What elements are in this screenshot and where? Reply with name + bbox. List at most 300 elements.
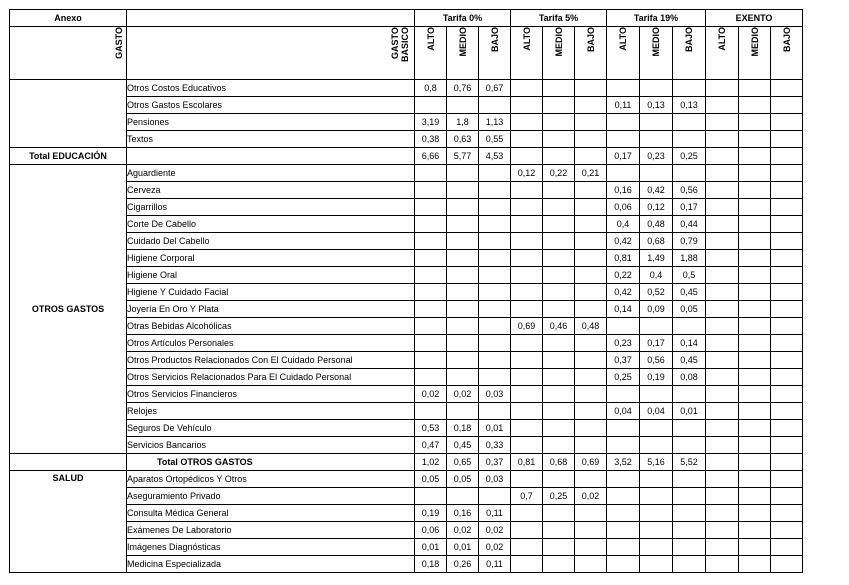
value-cell: [575, 148, 607, 165]
value-cell: [447, 97, 479, 114]
value-cell: [771, 233, 803, 250]
value-cell: 0,76: [447, 80, 479, 97]
table-row: [10, 80, 803, 97]
value-cell: [739, 165, 771, 182]
value-cell: [415, 403, 447, 420]
value-cell: [511, 403, 543, 420]
value-cell: [447, 216, 479, 233]
value-cell: [543, 284, 575, 301]
value-cell: 0,02: [479, 539, 511, 556]
level-header-label: ALTO: [425, 27, 436, 51]
value-cell: 0,02: [447, 522, 479, 539]
item-label: Imágenes Diagnósticas: [127, 539, 415, 556]
level-header-label: MEDIO: [749, 27, 760, 57]
value-cell: 0,25: [607, 369, 640, 386]
value-cell: [511, 437, 543, 454]
value-cell: [575, 420, 607, 437]
value-cell: [706, 97, 739, 114]
item-label: Aseguramiento Privado: [127, 488, 415, 505]
value-cell: 0,53: [415, 420, 447, 437]
table-row: [10, 352, 803, 369]
value-cell: [771, 267, 803, 284]
value-cell: [607, 522, 640, 539]
value-cell: [447, 403, 479, 420]
value-cell: [543, 437, 575, 454]
value-cell: [771, 301, 803, 318]
value-cell: 0,16: [607, 182, 640, 199]
value-cell: 0,37: [607, 352, 640, 369]
value-cell: 1,13: [479, 114, 511, 131]
value-cell: [447, 165, 479, 182]
value-cell: 0,69: [575, 454, 607, 471]
item-label: Medicina Especializada: [127, 556, 415, 573]
value-cell: 0,45: [447, 437, 479, 454]
value-cell: [415, 267, 447, 284]
value-cell: [771, 216, 803, 233]
value-cell: [543, 216, 575, 233]
value-cell: 0,17: [607, 148, 640, 165]
value-cell: 0,67: [479, 80, 511, 97]
value-cell: 0,04: [607, 403, 640, 420]
value-cell: 5,77: [447, 148, 479, 165]
value-cell: [511, 471, 543, 488]
item-label: Relojes: [127, 403, 415, 420]
value-cell: [575, 386, 607, 403]
value-cell: [575, 267, 607, 284]
level-header-tarifa-0-bajo: [479, 27, 511, 80]
value-cell: 0,42: [607, 233, 640, 250]
table-row: [10, 335, 803, 352]
value-cell: 0,12: [640, 199, 673, 216]
value-cell: 0,02: [415, 386, 447, 403]
value-cell: [543, 80, 575, 97]
value-cell: 0,05: [415, 471, 447, 488]
value-cell: [447, 267, 479, 284]
value-cell: 0,02: [447, 386, 479, 403]
value-cell: [607, 420, 640, 437]
item-label: Otros Costos Educativos: [127, 80, 415, 97]
value-cell: 3,52: [607, 454, 640, 471]
table-row: [10, 403, 803, 420]
value-cell: [706, 488, 739, 505]
value-cell: 6,66: [415, 148, 447, 165]
value-cell: [739, 148, 771, 165]
value-cell: 1,88: [673, 250, 706, 267]
value-cell: [415, 369, 447, 386]
value-cell: [479, 403, 511, 420]
value-cell: [511, 216, 543, 233]
value-cell: [415, 352, 447, 369]
value-cell: [415, 488, 447, 505]
item-label: Higiene Y Cuidado Facial: [127, 284, 415, 301]
value-cell: 0,17: [673, 199, 706, 216]
value-cell: [543, 352, 575, 369]
gasto-basico-header: [127, 27, 415, 80]
value-cell: [640, 386, 673, 403]
level-header-exento-alto: [706, 27, 739, 80]
table-row: [10, 284, 803, 301]
value-cell: [415, 165, 447, 182]
value-cell: [511, 352, 543, 369]
category-cell-otros: OTROS GASTOS: [10, 165, 127, 454]
value-cell: [739, 437, 771, 454]
table-row: [10, 318, 803, 335]
value-cell: [673, 488, 706, 505]
level-header-tarifa-5-medio: [543, 27, 575, 80]
value-cell: [415, 301, 447, 318]
value-cell: [607, 556, 640, 573]
value-cell: [739, 114, 771, 131]
value-cell: 0,12: [511, 165, 543, 182]
value-cell: [543, 335, 575, 352]
value-cell: 0,03: [479, 386, 511, 403]
value-cell: [575, 233, 607, 250]
value-cell: [739, 369, 771, 386]
value-cell: [607, 114, 640, 131]
value-cell: [706, 80, 739, 97]
table-row: [10, 386, 803, 403]
value-cell: 1,02: [415, 454, 447, 471]
value-cell: [479, 284, 511, 301]
value-cell: 0,4: [607, 216, 640, 233]
value-cell: [739, 505, 771, 522]
value-cell: 0,45: [673, 352, 706, 369]
value-cell: [607, 386, 640, 403]
value-cell: [511, 539, 543, 556]
item-label: Exámenes De Laboratorio: [127, 522, 415, 539]
value-cell: [771, 386, 803, 403]
value-cell: 0,42: [640, 182, 673, 199]
value-cell: [479, 165, 511, 182]
value-cell: 0,55: [479, 131, 511, 148]
value-cell: [739, 539, 771, 556]
blank-header: [127, 10, 415, 27]
value-cell: [607, 471, 640, 488]
item-label: Joyería En Oro Y Plata: [127, 301, 415, 318]
value-cell: [771, 182, 803, 199]
value-cell: [575, 522, 607, 539]
value-cell: [739, 131, 771, 148]
value-cell: [640, 80, 673, 97]
value-cell: [543, 505, 575, 522]
value-cell: [771, 352, 803, 369]
table-row: [10, 199, 803, 216]
value-cell: [739, 318, 771, 335]
value-cell: 0,4: [640, 267, 673, 284]
table-row: [10, 369, 803, 386]
category-cell-salud: SALUD: [10, 471, 127, 573]
value-cell: [673, 131, 706, 148]
item-label: Cerveza: [127, 182, 415, 199]
value-cell: [575, 539, 607, 556]
level-header-exento-medio: [739, 27, 771, 80]
value-cell: [673, 420, 706, 437]
value-cell: [543, 386, 575, 403]
value-cell: [479, 488, 511, 505]
value-cell: [673, 522, 706, 539]
table-row: [10, 420, 803, 437]
value-cell: [640, 420, 673, 437]
level-header-label: BAJO: [781, 27, 792, 53]
value-cell: [739, 233, 771, 250]
table-row: [10, 165, 803, 182]
value-cell: [640, 522, 673, 539]
value-cell: [543, 250, 575, 267]
value-cell: [739, 488, 771, 505]
total-blank-cell: [10, 454, 127, 471]
value-cell: [706, 165, 739, 182]
value-cell: [511, 505, 543, 522]
group-header-exento: EXENTO: [706, 10, 803, 27]
value-cell: 0,01: [479, 420, 511, 437]
value-cell: [511, 131, 543, 148]
value-cell: [739, 284, 771, 301]
value-cell: [575, 216, 607, 233]
value-cell: [575, 97, 607, 114]
value-cell: [706, 182, 739, 199]
value-cell: [771, 437, 803, 454]
value-cell: [575, 182, 607, 199]
value-cell: [607, 488, 640, 505]
item-label: Otros Servicios Relacionados Para El Cuidado Personal: [127, 369, 415, 386]
total-label: Total EDUCACIÓN: [10, 148, 127, 165]
value-cell: 0,45: [673, 284, 706, 301]
value-cell: 0,16: [447, 505, 479, 522]
value-cell: [543, 403, 575, 420]
value-cell: [479, 301, 511, 318]
value-cell: [447, 488, 479, 505]
value-cell: [673, 437, 706, 454]
value-cell: [543, 522, 575, 539]
value-cell: [771, 454, 803, 471]
value-cell: [771, 131, 803, 148]
value-cell: [607, 80, 640, 97]
value-cell: [511, 369, 543, 386]
value-cell: [771, 284, 803, 301]
value-cell: [673, 386, 706, 403]
item-label: Corte De Cabello: [127, 216, 415, 233]
value-cell: [673, 556, 706, 573]
value-cell: [706, 301, 739, 318]
value-cell: [673, 114, 706, 131]
group-header-tarifa-19: Tarifa 19%: [607, 10, 706, 27]
value-cell: [447, 250, 479, 267]
value-cell: 0,14: [673, 335, 706, 352]
gasto-basico-header-label: GASTO BASICO: [390, 27, 410, 63]
item-label: Servicios Bancarios: [127, 437, 415, 454]
value-cell: [575, 131, 607, 148]
item-label: Higiene Corporal: [127, 250, 415, 267]
value-cell: 1,8: [447, 114, 479, 131]
value-cell: [543, 539, 575, 556]
anexo-header: Anexo: [10, 10, 127, 27]
value-cell: [739, 216, 771, 233]
value-cell: 0,11: [479, 556, 511, 573]
value-cell: [739, 199, 771, 216]
value-cell: 0,48: [575, 318, 607, 335]
value-cell: [739, 97, 771, 114]
item-label: Pensiones: [127, 114, 415, 131]
value-cell: [706, 114, 739, 131]
value-cell: 0,01: [415, 539, 447, 556]
value-cell: 0,19: [415, 505, 447, 522]
value-cell: [511, 97, 543, 114]
value-cell: [706, 216, 739, 233]
level-header-label: BAJO: [489, 27, 500, 53]
value-cell: 0,47: [415, 437, 447, 454]
value-cell: [640, 318, 673, 335]
value-cell: [640, 488, 673, 505]
value-cell: [479, 369, 511, 386]
level-header-label: BAJO: [684, 27, 694, 53]
table-row: [10, 488, 803, 505]
item-label: Otros Servicios Financieros: [127, 386, 415, 403]
value-cell: [479, 352, 511, 369]
value-cell: [447, 335, 479, 352]
value-cell: [575, 352, 607, 369]
value-cell: [640, 505, 673, 522]
value-cell: 0,56: [673, 182, 706, 199]
value-cell: 0,68: [543, 454, 575, 471]
value-cell: [511, 386, 543, 403]
level-header-tarifa-5-bajo: [575, 27, 607, 80]
value-cell: [706, 420, 739, 437]
total-label: Total OTROS GASTOS: [127, 454, 415, 471]
value-cell: [771, 488, 803, 505]
value-cell: 0,69: [511, 318, 543, 335]
value-cell: [415, 250, 447, 267]
value-cell: 0,63: [447, 131, 479, 148]
value-cell: [543, 233, 575, 250]
value-cell: [447, 284, 479, 301]
value-cell: [706, 352, 739, 369]
value-cell: 0,26: [447, 556, 479, 573]
value-cell: 0,25: [543, 488, 575, 505]
total-row-educacion: [10, 148, 803, 165]
value-cell: [511, 114, 543, 131]
value-cell: [739, 556, 771, 573]
level-header-exento-bajo: [771, 27, 803, 80]
value-cell: 0,04: [640, 403, 673, 420]
value-cell: [771, 97, 803, 114]
value-cell: [511, 284, 543, 301]
value-cell: 0,56: [640, 352, 673, 369]
value-cell: [607, 505, 640, 522]
value-cell: 0,18: [415, 556, 447, 573]
level-header-label: ALTO: [618, 27, 628, 51]
value-cell: 0,02: [479, 522, 511, 539]
value-cell: 0,46: [543, 318, 575, 335]
value-cell: 0,06: [607, 199, 640, 216]
value-cell: [575, 369, 607, 386]
value-cell: [575, 250, 607, 267]
value-cell: 0,09: [640, 301, 673, 318]
value-cell: 0,33: [479, 437, 511, 454]
value-cell: [543, 97, 575, 114]
value-cell: 0,23: [607, 335, 640, 352]
value-cell: 0,18: [447, 420, 479, 437]
value-cell: [511, 148, 543, 165]
level-header-tarifa-19-alto: [607, 27, 640, 80]
value-cell: [673, 318, 706, 335]
item-label: Otras Bebidas Alcohólicas: [127, 318, 415, 335]
value-cell: [607, 539, 640, 556]
table-row: [10, 522, 803, 539]
value-cell: [511, 335, 543, 352]
value-cell: [706, 522, 739, 539]
value-cell: 0,02: [575, 488, 607, 505]
value-cell: 0,21: [575, 165, 607, 182]
value-cell: [771, 403, 803, 420]
item-label: Aparatos Ortopédicos Y Otros: [127, 471, 415, 488]
table-row: [10, 471, 803, 488]
value-cell: [706, 505, 739, 522]
table-row: [10, 556, 803, 573]
value-cell: [640, 556, 673, 573]
value-cell: [415, 97, 447, 114]
value-cell: [706, 539, 739, 556]
value-cell: [640, 131, 673, 148]
value-cell: [771, 250, 803, 267]
table-row: [10, 539, 803, 556]
value-cell: [511, 182, 543, 199]
value-cell: 0,68: [640, 233, 673, 250]
value-cell: [706, 318, 739, 335]
value-cell: [447, 199, 479, 216]
table-row: [10, 182, 803, 199]
value-cell: [640, 437, 673, 454]
value-cell: [706, 233, 739, 250]
value-cell: 0,42: [607, 284, 640, 301]
value-cell: 0,52: [640, 284, 673, 301]
value-cell: 0,01: [447, 539, 479, 556]
value-cell: [771, 80, 803, 97]
value-cell: [706, 148, 739, 165]
value-cell: 0,37: [479, 454, 511, 471]
item-label: Aguardiente: [127, 165, 415, 182]
value-cell: [771, 335, 803, 352]
value-cell: 0,13: [673, 97, 706, 114]
value-cell: [479, 335, 511, 352]
value-cell: [739, 352, 771, 369]
value-cell: 0,22: [543, 165, 575, 182]
value-cell: [575, 114, 607, 131]
value-cell: 1,49: [640, 250, 673, 267]
value-cell: [479, 318, 511, 335]
value-cell: [607, 318, 640, 335]
value-cell: [739, 522, 771, 539]
category-cell-educacion: [10, 80, 127, 148]
value-cell: 0,5: [673, 267, 706, 284]
value-cell: [575, 403, 607, 420]
level-header-label: BAJO: [585, 27, 596, 53]
value-cell: [607, 165, 640, 182]
value-cell: [415, 318, 447, 335]
value-cell: 0,23: [640, 148, 673, 165]
value-cell: [771, 420, 803, 437]
level-header-tarifa-19-bajo: [673, 27, 706, 80]
value-cell: [543, 420, 575, 437]
value-cell: [771, 522, 803, 539]
value-cell: [543, 182, 575, 199]
value-cell: [415, 182, 447, 199]
value-cell: [706, 199, 739, 216]
value-cell: [511, 420, 543, 437]
level-header-label: ALTO: [521, 27, 532, 51]
value-cell: [706, 437, 739, 454]
value-cell: [575, 471, 607, 488]
table-row: [10, 505, 803, 522]
